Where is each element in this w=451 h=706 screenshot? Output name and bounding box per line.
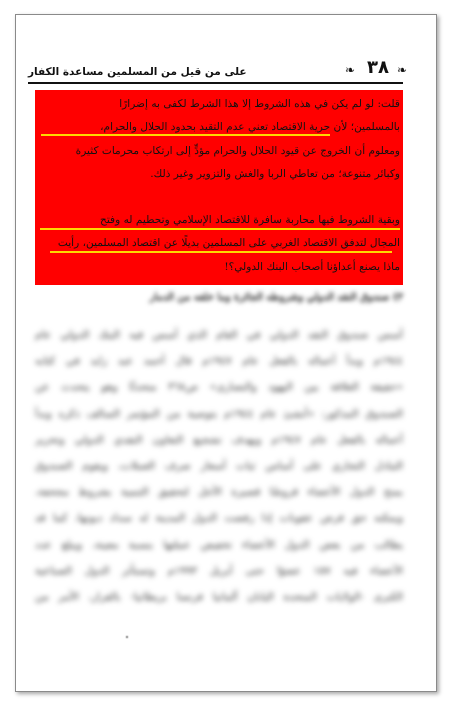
paragraph-line-underlined (40, 116, 400, 139)
highlighted-paragraph-1 (40, 93, 400, 187)
page-number: ٣٨ (367, 57, 389, 78)
yellow-underline (50, 251, 392, 253)
blurred-line: يطالب من بعض الدول الأعضاء تخفيض عملتها بنسبة معينة، ويبلغ عدد (35, 538, 403, 551)
paragraph-line: وكبائر متنوعة؛ من تعاطي الربا والغش والتزوير وغير ذلك. (150, 168, 400, 181)
blurred-line: الأعضاء فيه ١٥٧ عضوًا حتى أبريل ١٩٩٣م وتستأثر الدول الصناعية (35, 564, 403, 577)
paragraph-line-text: وبقية الشروط فيها محاربة سافرة للاقتصاد الإسلامي وتحطيم له وفتح (100, 214, 400, 226)
paragraph-line-underlined (40, 232, 400, 255)
blurred-line: الكبرى -الولايات المتحدة اليابان ألمانيا فرنسا بريطانيا- بالقرار، الأمر من (35, 590, 403, 603)
highlighted-paragraph-2 (40, 209, 400, 279)
blurred-line: أعماله بالفعل عام ١٩٤٧م ويهدف تشجيع التعاون النقدي الدولي وتحرير (35, 433, 403, 446)
paragraph-line: ماذا يصنع أعداؤنا أصحاب البنك الدولي؟! (224, 260, 400, 273)
running-header-title: على من قيل من المسلمين مساعدة الكفار (28, 66, 247, 78)
paragraph-line: ومعلوم أن الخروج عن قيود الحلال والحرام مؤدٍّ إلى ارتكاب محرمات كثيرة (75, 144, 400, 157)
ornament-left-icon: ❧ (396, 63, 407, 77)
blurred-line: أسس صندوق النقد الدولي في العام الذي أسس فيه البنك الدولي عام (35, 329, 403, 341)
header-rule (28, 82, 403, 84)
page-header (28, 57, 407, 84)
blurred-line: الصندوق المذكور: «أنشئ عام ١٩٤٤م بتوصية من المؤتمر السالف ذكره وبدأ (35, 407, 403, 420)
blurred-line: بمنح الدول الأعضاء قروضًا قصيرة الأجل لتحقيق التنمية بشروط مجحفة، (35, 486, 403, 499)
blurred-line: التبادل التجاري على أساس ثبات أسعار صرف العملات، ويقوم الصندوق (35, 459, 403, 472)
paragraph-line: قلت: لو لم يكن في هذه الشروط إلا هذا الشرط لكفى به إضرارًا (119, 98, 400, 110)
blurred-line: ١٩٤٤م وبدأ أعماله بالفعل عام ١٩٤٧م قال أحمد عبد زايد في كتابه (35, 355, 403, 368)
paragraph-line-underlined (40, 209, 400, 232)
paragraph-line-text: المجال لتدفق الاقتصاد الغربي على المسلمين بديلًا عن اقتصاد المسلمين، رأيت (57, 237, 400, 250)
ornament-right-icon: ❧ (344, 63, 355, 77)
blurred-line: «حقيقة العلاقة بين اليهود والنصارى» ص٣٦٨ متحدثًا وهو يتحدث عن (35, 381, 403, 394)
yellow-underline (41, 134, 330, 136)
yellow-underline (40, 228, 400, 230)
section-heading-blurred: ٣) صندوق النقد الدولي وشروطه الجائرة وما خلفه من الدمار (149, 292, 403, 303)
paragraph-line-text: بالمسلمين؛ لأن حرية الاقتصاد تعني عدم التقيد بحدود الحلال والحرام، (100, 121, 400, 134)
blurred-line: ويمكنه حق فرض عقوبات إذا رفضت الدول المدينة له سداد ديونها، كما قد (35, 512, 403, 525)
speck-mark (126, 636, 128, 638)
blurred-body-text (35, 322, 403, 610)
